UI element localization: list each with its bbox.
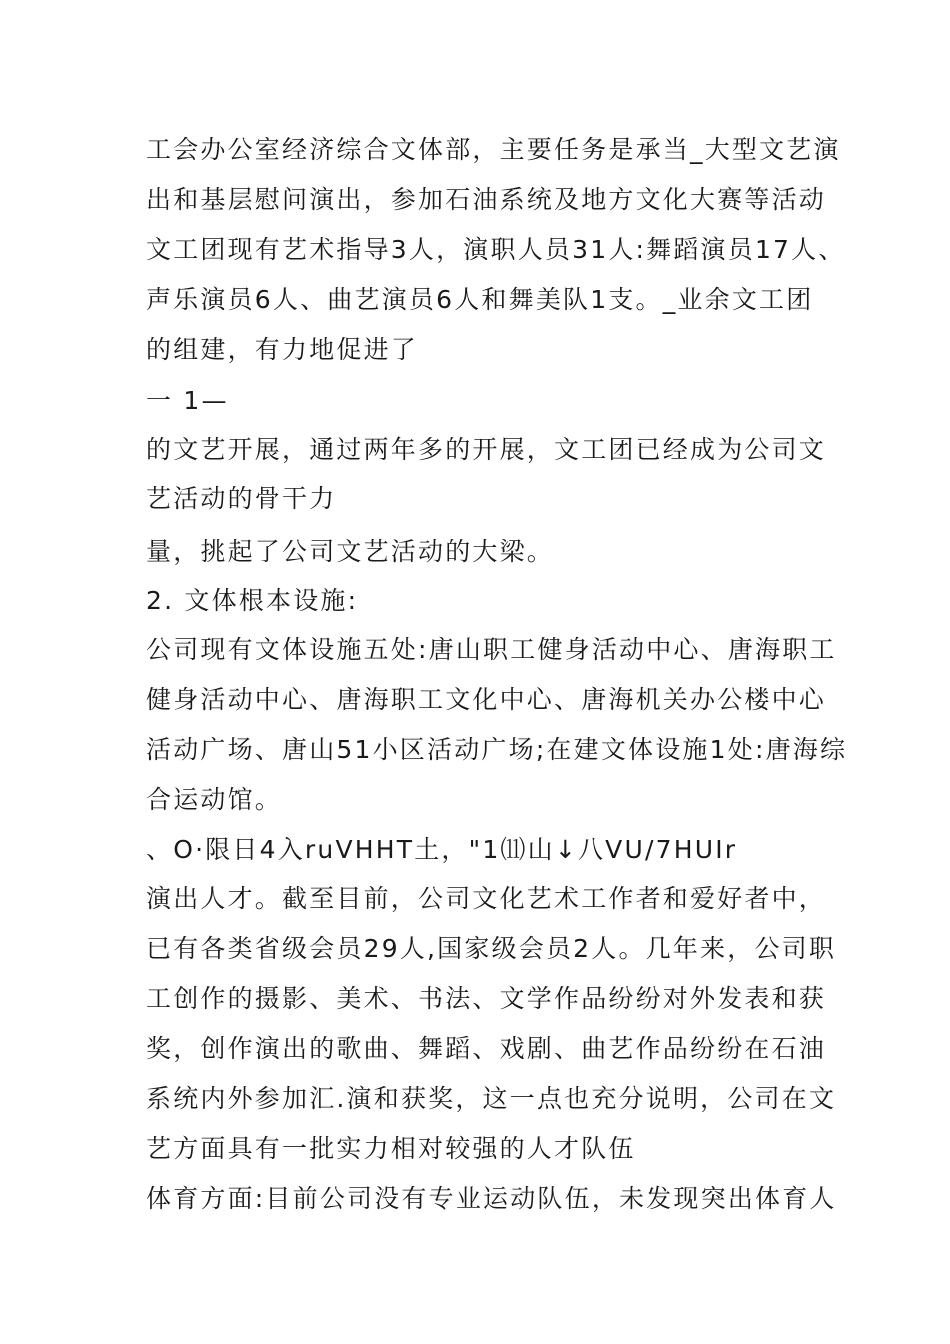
section-heading: 2. 文体根本设施: [146, 586, 359, 615]
text-line: 工会办公室经济综合文体部，主要任务是承当_大型文艺演 [146, 135, 841, 164]
garbled-text-line: 、O·限日4入ruVHHT土，"1⑾山↓八VU/7HUIr [146, 835, 738, 864]
text-line: 出和基层慰问演出，参加石油系统及地方文化大赛等活动 [146, 185, 827, 214]
text-line: 演出人才。截至目前，公司文化艺术工作者和爱好者中， [146, 884, 827, 913]
text-line: 已有各类省级会员29人,国家级会员2人。几年来，公司职 [146, 934, 837, 963]
text-line: 体育方面:目前公司没有专业运动队伍，未发现突出体育人 [146, 1184, 837, 1213]
text-line: 系统内外参加汇.演和获奖，这一点也充分说明，公司在文 [146, 1084, 837, 1113]
page-number: 一 1— [146, 386, 229, 415]
text-line: 文工团现有艺术指导3人，演职人员31人:舞蹈演员17人、 [146, 235, 846, 264]
text-line: 的组建，有力地促进了 [146, 335, 419, 364]
text-line: 量，挑起了公司文艺活动的大梁。 [146, 537, 555, 566]
text-line: 工创作的摄影、美术、书法、文学作品纷纷对外发表和获 [146, 984, 827, 1013]
text-line: 的文艺开展，通过两年多的开展，文工团已经成为公司文 [146, 435, 827, 464]
text-line: 合运动馆。 [146, 785, 283, 814]
text-line: 艺方面具有一批实力相对较强的人才队伍 [146, 1134, 636, 1163]
text-line: 公司现有文体设施五处:唐山职工健身活动中心、唐海职工 [146, 635, 837, 664]
text-line: 艺活动的骨干力 [146, 484, 337, 513]
text-line: 声乐演员6人、曲艺演员6人和舞美队1支。_业余文工团 [146, 285, 814, 314]
text-line: 奖，创作演出的歌曲、舞蹈、戏剧、曲艺作品纷纷在石油 [146, 1034, 827, 1063]
text-line: 活动广场、唐山51小区活动广场;在建文体设施1处:唐海综 [146, 735, 848, 764]
text-line: 健身活动中心、唐海职工文化中心、唐海机关办公楼中心 [146, 685, 827, 714]
